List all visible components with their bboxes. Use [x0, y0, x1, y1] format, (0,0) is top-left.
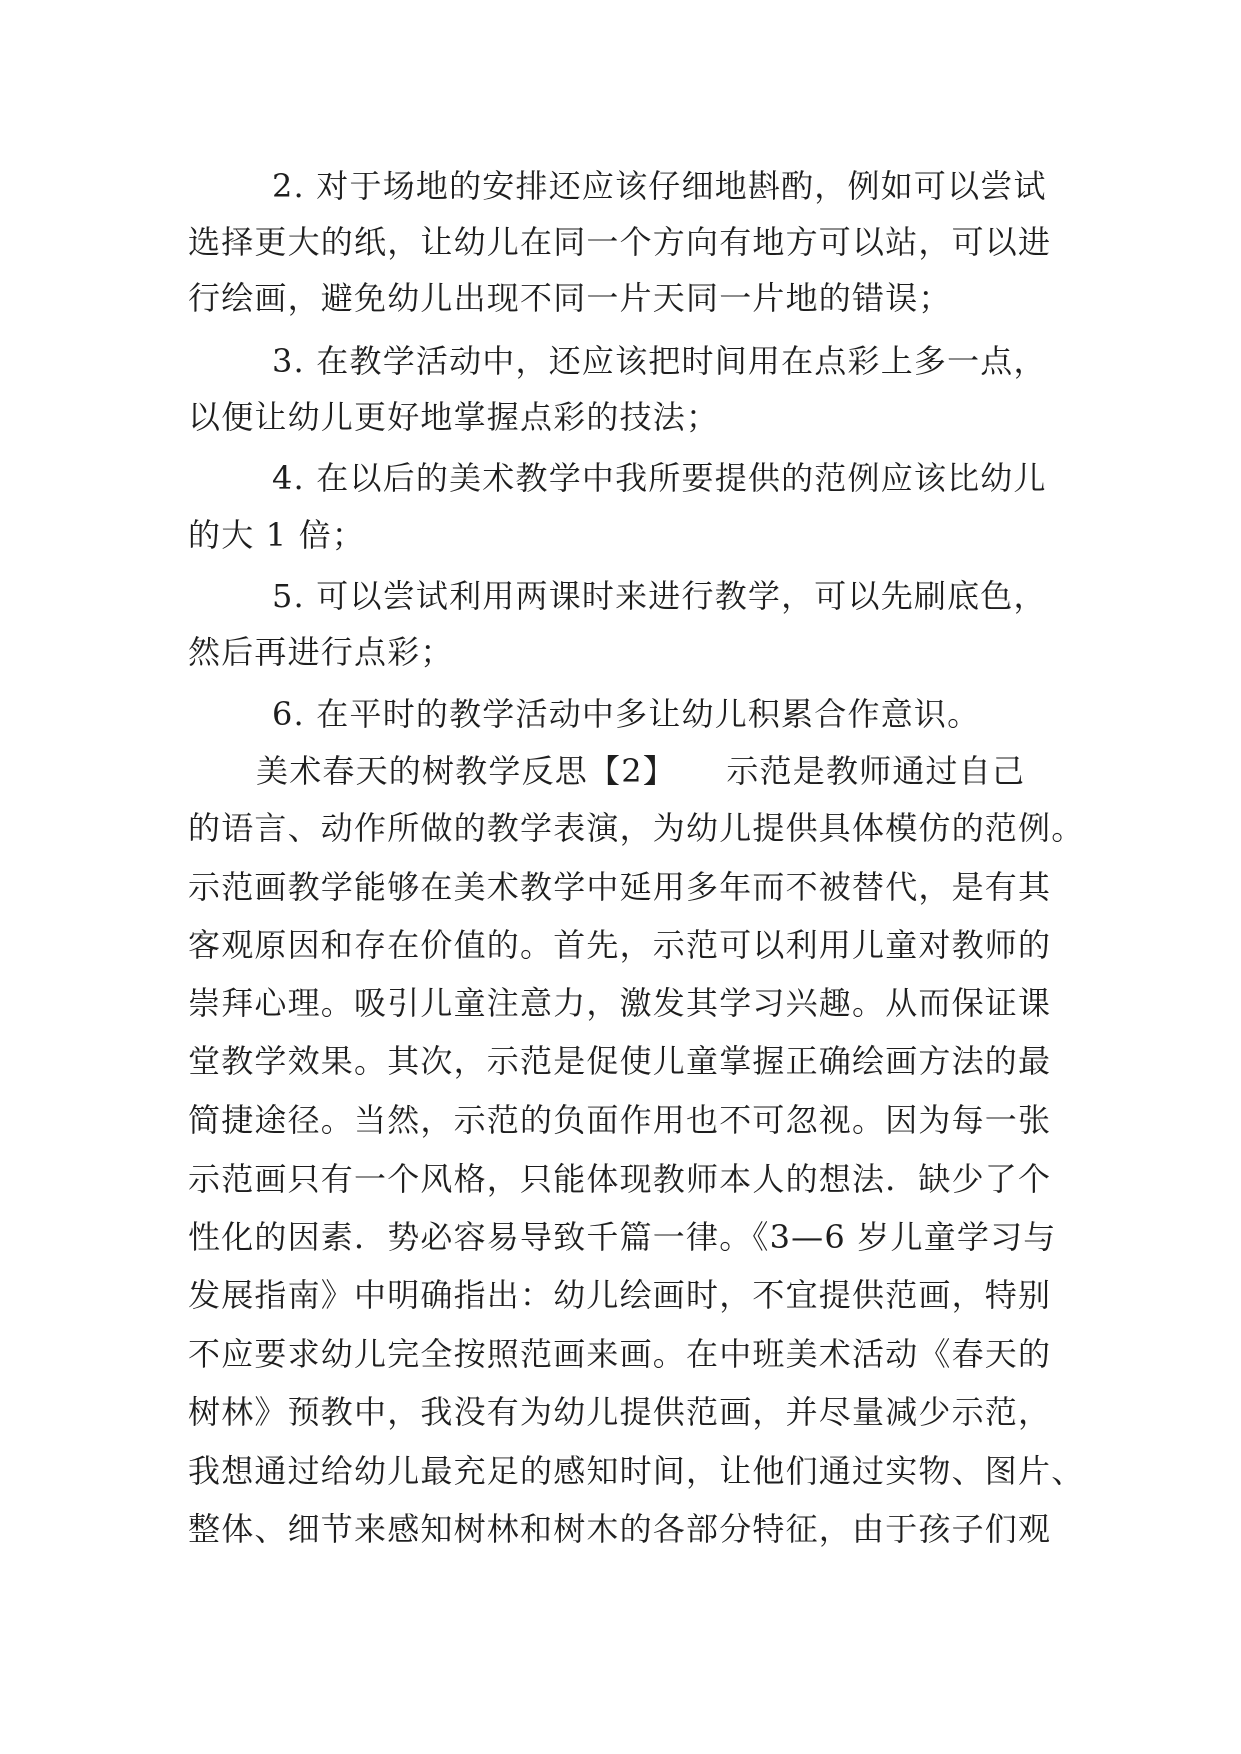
text-line-2: 选择更大的纸，让幼儿在同一个方向有地方可以站，可以进	[188, 223, 1052, 261]
text-line-7: 的大 1 倍；	[188, 516, 366, 554]
text-line-21: 不应要求幼儿完全按照范画来画。在中班美术活动《春天的	[188, 1335, 1052, 1373]
text-line-20: 发展指南》中明确指出：幼儿绘画时，不宜提供范画，特别	[188, 1276, 1052, 1314]
text-line-24: 整体、细节来感知树林和树木的各部分特征，由于孩子们观	[188, 1510, 1052, 1548]
text-line-23: 我想通过给幼儿最充足的感知时间，让他们通过实物、图片、	[188, 1452, 1085, 1490]
text-line-18: 示范画只有一个风格，只能体现教师本人的想法．缺少了个	[188, 1160, 1052, 1198]
text-line-10: 6. 在平时的教学活动中多让幼儿积累合作意识。	[272, 695, 981, 733]
text-line-9: 然后再进行点彩；	[188, 633, 454, 671]
text-line-22: 树林》预教中，我没有为幼儿提供范画，并尽量减少示范，	[188, 1393, 1052, 1431]
text-line-14: 客观原因和存在价值的。首先，示范可以利用儿童对教师的	[188, 926, 1052, 964]
text-line-3: 行绘画，避免幼儿出现不同一片天同一片地的错误；	[188, 279, 952, 317]
text-line-17: 简捷途径。当然，示范的负面作用也不可忽视。因为每一张	[188, 1101, 1052, 1139]
text-line-12: 的语言、动作所做的教学表演，为幼儿提供具体模仿的范例。	[188, 809, 1085, 847]
section-heading-line: 美术春天的树教学反思【2】 示范是教师通过自己	[256, 752, 1026, 790]
text-line-13: 示范画教学能够在美术教学中延用多年而不被替代，是有其	[188, 868, 1052, 906]
text-line-8: 5. 可以尝试利用两课时来进行教学，可以先刷底色，	[272, 577, 1047, 615]
text-line-6: 4. 在以后的美术教学中我所要提供的范例应该比幼儿	[272, 459, 1047, 497]
text-line-16: 堂教学效果。其次，示范是促使儿童掌握正确绘画方法的最	[188, 1042, 1052, 1080]
text-line-5: 以便让幼儿更好地掌握点彩的技法；	[188, 398, 720, 436]
text-line-15: 崇拜心理。吸引儿童注意力，激发其学习兴趣。从而保证课	[188, 984, 1052, 1022]
text-line-4: 3. 在教学活动中，还应该把时间用在点彩上多一点，	[272, 342, 1047, 380]
text-line-1: 2. 对于场地的安排还应该仔细地斟酌，例如可以尝试	[272, 167, 1047, 205]
text-line-19: 性化的因素．势必容易导致千篇一律。《3—6 岁儿童学习与	[188, 1218, 1057, 1256]
